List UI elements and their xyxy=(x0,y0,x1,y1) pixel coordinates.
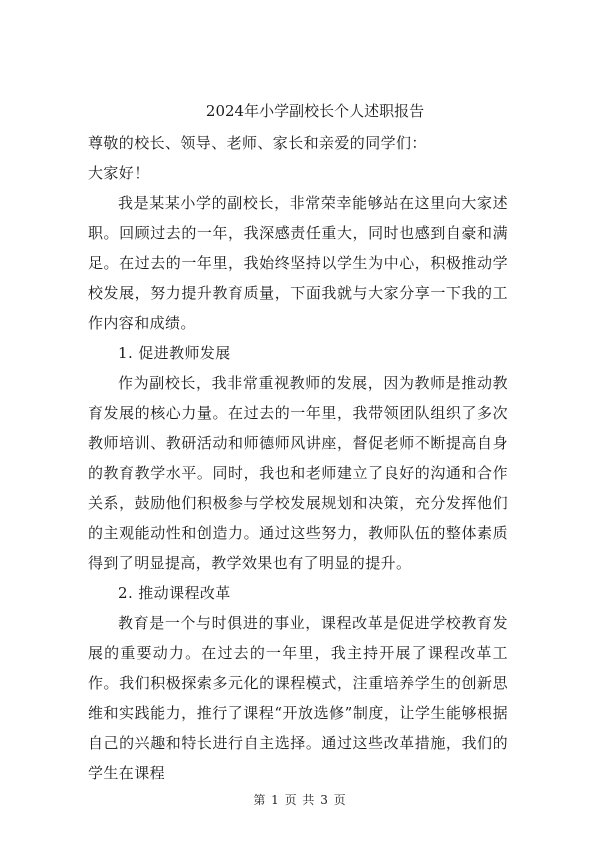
salutation: 尊敬的校长、领导、老师、家长和亲爱的同学们： xyxy=(88,134,427,152)
document-title: 2024年小学副校长个人述职报告 xyxy=(205,102,425,120)
page-number-footer: 第 1 页 共 3 页 xyxy=(253,793,347,807)
section-body-2: 教育是一个与时俱进的事业，课程改革是促进学校教育发展的重要动力。在过去的一年里，我主持开展了课程改革工作。我们积极探索多元化的课程模式，注重培养学生的创新思维和实践能力，推行了课程“开放选修”制度，让学生能够根据自己的兴趣和特长进行自主选择。通过这些改革措施，我们的学生在课程 xyxy=(88,614,508,782)
section-heading-1: 1. 促进教师发展 xyxy=(118,344,231,362)
section-body-1: 作为副校长，我非常重视教师的发展，因为教师是推动教育发展的核心力量。在过去的一年里，我带领团队组织了多次教师培训、教研活动和师德师风讲座，督促老师不断提高自身的教育教学水平。同时，我也和老师建立了良好的沟通和合作关系，鼓励他们积极参与学校发展规划和决策，充分发挥他们的主观能动性和创造力。通过这些努力，教师队伍的整体素质得到了明显提高，教学效果也有了明显的提升。 xyxy=(88,374,508,572)
intro-paragraph: 我是某某小学的副校长，非常荣幸能够站在这里向大家述职。回顾过去的一年，我深感责任重大，同时也感到自豪和满足。在过去的一年里，我始终坚持以学生为中心，积极推动学校发展，努力提升教育质量，下面我就与大家分享一下我的工作内容和成绩。 xyxy=(88,194,508,332)
greeting: 大家好！ xyxy=(88,164,150,182)
section-heading-2: 2. 推动课程改革 xyxy=(118,584,231,602)
document-body xyxy=(88,96,508,788)
